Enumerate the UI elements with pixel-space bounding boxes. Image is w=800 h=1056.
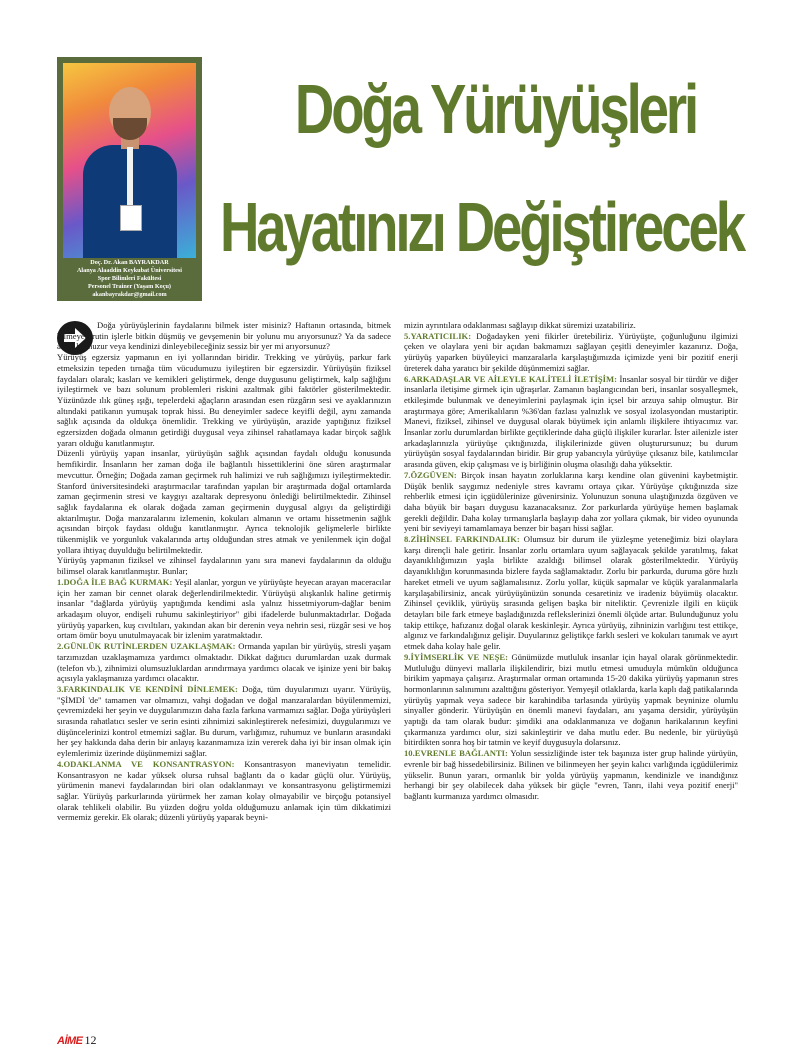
section-text: Birçok insan hayatın zorluklarına karşı kendine olan güvenini kaybetmiştir. Düşük benlik saygımız nedeniyle stres kavramı ortaya çıkar. Yürüyüşe çıktığınızda size rehberlik etmesi için içgüdülerinize güvenirsiniz. Yolunuzun sonuna ulaştığınızda özgüven ve daha büyük bir başarı duygusu kazanacaksınız. Zor parkurlarda yürüyüşe hemen başlamak gerekli değildir. Daha kolay tırmanışlarla başlayıp daha zor yollara çıkmak, bir video oyununda yeni bir seviyeyi tamamlamaya benzer bir başarı hissi sağlar. <box>404 469 738 534</box>
section-text: Günümüzde mutluluk insanlar için hayal olarak görünmektedir. Mutluluğu dünyevi mallarla ilişkilendirir, bizi mutlu etmesi umuduyla mümkün olduğunca birikim yapmaya çalışırız. Araştırmalar orman ortamında 15-20 dakika yürüyüş yapmanın stres hormonlarının salınımını azalttığını gösteriyor. Yemyeşil otlaklarda, karla kaplı dağ patikalarında yürüyüş yapmak veya sadece bir karahindiba tarlasında yürüyüş yapmak beyninize olumlu sinyaller gönderir. Yürüyüşün en önemli manevi faydaları, anı yaşama dersidir, yürüyüşün yaptığı da tam olarak budur: şimdiki ana odaklanmanıza ve doğanın harikalarının keyfini çıkarmanıza yardımcı olur, sizi sakinleştirir ve daha mutlu eder. Bu nedenle, bir yürüyüşü bitirdikten sonra hoş bir tatmin ve keyif duygusuyla dolarsınız. <box>404 651 738 748</box>
section-heading: 10.EVRENLE BAĞLANTI: <box>404 748 508 759</box>
section-text: Doğadayken yeni fikirler üretebiliriz. Yürüyüşte, çoğunluğunu ilgimizi çeken ve olaylara yeni bir açıdan bakmamızı sağlayan çeşitli deneyimler kazanırız. Doğa, yürüyüş yaparken büyüleyici manzaralarla karşılaştığımızda içimizde yeni bir pozitif enerji üreterek daha yaratıcı bir şekilde düşünmemizi sağlar. <box>404 330 738 373</box>
section-10 <box>404 748 738 802</box>
author-university: Alanya Alaaddin Keykubat Üniversitesi <box>76 267 183 274</box>
section-text: Konsantrasyon maneviyatın temelidir. Konsantrasyon ne kadar yüksek olursa ruhsal bağlantı da o kadar güçlü olur. Yürüyüş, yürümenin manevi faydalarından biri olan odaklanmayı ve konsantrasyonu geliştirmemizi sağlar. Yürüyüş parkurlarında yürürmek her zaman kolay olmayabilir ve birçoğu potansiyel olarak tehlikeli olabilir. Bu yüzden doğru yolda olduğumuzu anlamak için tüm dikkatimizi vermemiz gerekir. Ek olarak; düzenli yürüyüş yaparak beyni- <box>57 758 391 823</box>
section-text: Yolun sessizliğinde ister tek başınıza ister grup halinde yürüyün, evrenle bir bağ hissedebilirsiniz. Bilinen ve bilinmeyen her şeyin kalıcı varlığında içgüdülerimiz yükselir. Bunun yararı, ormanlık bir yolda yürüyüş yapmanın, kendinizle ve inandığınız herhangi bir şey olabilecek daha yüksek bir güçle "evren, Tanrı, ilahi veya pozitif enerji" bağlantı kurmanıza yardımcı olmasıdır. <box>404 748 738 801</box>
author-faculty: Spor Bilimleri Fakültesi <box>97 275 162 282</box>
section-3 <box>57 684 391 759</box>
section-text: Ormanda yapılan bir yürüyüş, stresli yaşam tarzımızdan uzaklaşmamıza yardımcı olmaktadır. Dikkat dağıtıcı durumlardan uzak durmak (telefon vb.), zihnimizi olumsuzluklardan arındırmaya yardımcı olacak ve işinize yeni bir bakış açısıyla yaklaşmanıza yardımcı olacaktır. <box>57 641 391 684</box>
section-heading: 7.ÖZGÜVEN: <box>404 469 457 480</box>
section-6 <box>404 374 738 470</box>
article-title <box>220 50 744 286</box>
page-footer <box>57 1031 97 1049</box>
section-text: Doğa, tüm duyularımızı uyarır. Yürüyüş, "ŞİMDİ 'de" tamamen var olmamızı, vahşi doğadan ve doğal manzaralardan büyülenmemizi, çevremizdeki her şeyin ve duygularımızın daha fazla farkına varmamızı sağlar. Doğa yürüyüşleri sırasında rahatlatıcı sesler ve serin esinti zihnimizi sakinleştirerek nefesimizi, duygularımızı ve düşüncelerinizi kontrol etmemizi sağlar. Bu durum, varlığımız, ruhumuz ve bunların arasındaki her şey hakkında daha derin bir anlayış kazanmamıza izin vererek daha iyi bir insan olmak için eylemlerimiz üzerinde düşünmemizi sağlar. <box>57 683 391 759</box>
section-heading: 1.DOĞA İLE BAĞ KURMAK: <box>57 576 173 587</box>
intro-paragraph: Doğa yürüyüşlerinin faydalarını bilmek ister misiniz? Haftanın ortasında, bitmek bilmeyen rutin işlerle bitkin düşmüş ve gevşemenin bir yolunu mu arıyorsunuz? Ya da sadece anlık bir huzur veya kendinizi dinleyebileceğiniz sessiz bir yer mi arıyorsunuz? <box>57 320 391 352</box>
body-paragraph: Yürüyüş egzersiz yapmanın en iyi yollarından biridir. Trekking ve yürüyüş, parkur fark etmeksizin tepeden tırnağa tüm vücudumuzu iyileştiren bir egzersizdir. Yürüyüşün fiziksel faydaları olarak; kasları ve kemikleri geliştirmek, denge duygusunu geliştirmek, kalp sağlığını iyileştirmek ve bazı solunum problemleri riskini azaltmak gibi faktörler gösterilmektedir. Yüzünüzde ılık güneş ışığı, tepelerdeki ağaçların arasından esen rüzgârın sesi ve ayaklarınızın altındaki patikanın yumuşak toprak hissi. Bu deneyimler sadece keyifli değil, aynı zamanda sağlık açısında da oldukça önemlidir. Trekking ve yürüyüşün, arazide yaptığınız fiziksel egzersizden doğada olmanın getirdiği duygusal veya zihinsel rahatlamaya kadar birçok sağlık yararı olduğu kanıtlanmıştır. <box>57 352 391 448</box>
section-2 <box>57 641 391 684</box>
author-name: Doç. Dr. Akan BAYRAKDAR <box>90 259 169 266</box>
section-8 <box>404 534 738 652</box>
section-4 <box>57 759 391 823</box>
page-number: 12 <box>84 1033 97 1047</box>
author-photo <box>63 63 196 258</box>
author-email: akanbayrakdar@gmail.com <box>92 291 167 298</box>
section-heading: 9.İYİMSERLİK VE NEŞE: <box>404 651 509 662</box>
section-heading: 5.YARATICILIK: <box>404 330 472 341</box>
body-paragraph: Düzenli yürüyüş yapan insanlar, yürüyüşün sağlık açısından faydalı olduğu konusunda hemfikirdir. İnsanların her zaman doğa ile bağlantılı hissettiklerini öne süren araştırmalar mevcuttur. Örneğin; Doğada zaman geçirmek ruh halimizi ve ruh sağlığımızı iyileştirmektedir. Stanford üniversitesindeki araştırmacılar tarafından yapılan bir araştırmada doğal ortamlarda zaman geçirmenin stresi ve kaygıyı azaltarak depresyonu önlediği belirtilmektedir. Zihinsel sağlık faydalarına ek olarak doğada zaman geçirmenin duygusal algıyı da geliştirdiği aktarılmıştır. Doğa manzaralarını izlemenin, kokuları almanın ve ortamı hissetmenin sağlık açısından birçok faydası olduğu kanıtlanmıştır. Ayrıca teknolojik gelişmelerle birlikte tükenmişlik ve yorgunluk vakalarında artış olduğundan stres atmak ve yenilenmek için doğal yollara ihtiyaç duyulduğu belirtilmektedir. <box>57 448 391 555</box>
section-1 <box>57 577 391 641</box>
title-line-2: Hayatınızı Değiştirecek <box>220 188 744 266</box>
section-text: Olumsuz bir durum ile yüzleşme yeteneğimiz bizi olaylara karşı dirençli hale getirir. İnsanlar zorlu ortamlara uyum sağlayacak şekilde yaratılmış, fakat dayanıklılığımızın yaşla birlikte azaldığı bilimsel olarak gösterilmektedir. Yürüyüş dayanıklılığın korunmasında bizlere fayda sağlamaktadır. Zorlu bir parkurda, duruma göre hızlı hareket etmeli ve uyum sağlamalısınız. Zorlu yollar, küçük sapmalar ve küçük yaralanmalarla karşılaşabilirsiniz, ancak yürüyüşünüzün sonunda cesaretiniz ve iradeniz büyümüş olacaktır. Zihinsel çeviklik, yürüyüş sırasında gelişen başka bir niteliktir. Çevrenizle ilgili en küçük detayları bile fark etmeye başladığınızda reflekslerinizi önemli ölçüde artar. Bulunduğunuz yolu takip ettikçe, hafızanız doğal olarak keskinleşir. Ayrıca yürüyüş, zihninizin varlığını test ettikçe, algınız ve farkındalığınız gelişir. Duyularınız geliştikçe farklı sesleri ve kokuları tanımak ve ayırt etmek daha kolay hale gelir. <box>404 534 738 652</box>
body-paragraph: mizin ayrıntılara odaklanması sağlayıp dikkat süremizi uzatabiliriz. <box>404 320 636 330</box>
section-heading: 4.ODAKLANMA VE KONSANTRASYON: <box>57 758 235 769</box>
article-column-left <box>57 320 391 823</box>
section-7 <box>404 470 738 534</box>
author-caption <box>57 259 202 299</box>
magazine-logo: AİME <box>57 1035 83 1047</box>
section-heading: 2.GÜNLÜK RUTİNLERDEN UZAKLAŞMAK: <box>57 641 236 652</box>
article-column-right <box>404 320 738 802</box>
section-text: İnsanlar sosyal bir türdür ve diğer insanlarla iletişime girmek için uğraşırlar. Zamanın başlangıcından beri, insanlar sosyalleşmek, etkileşimde bulunmak ve deneyimlerini paylaşmak için içsel bir arzuya sahip olmuştur. Bir araştırmaya göre; Amerikalıların %36'dan fazlası yalnızlık ve sosyal izolasyondan mustariptir. Manevi, fiziksel, zihinsel ve duygusal olarak büyümek için anlamlı ilişkilere ihtiyacımız var. İnsanlar zorlu durumlardan birlikte geçtiklerinde daha güçlü ilişkiler kurarlar. İster ailenizle ister arkadaşlarınızla yürüyüşe çıktığınızda, ilişkilerinizde güven oluşturursunuz; bu durum yürüyüşün sosyal faydalarından biridir. Bir grup yabancıyla yürüyüşe çıksanız bile, katılımcılar arasında güven, ekip çalışması ve iş birliğinin oluşma olasılığı daha yüksektir. <box>404 373 738 470</box>
photo-beard <box>113 118 147 140</box>
photo-badge <box>120 205 142 231</box>
body-paragraph: Yürüyüş yapmanın fiziksel ve zihinsel faydalarının yanı sıra manevi faydalarının da olduğu bilimsel olarak kanıtlanmıştır. Bunlar; <box>57 555 391 577</box>
author-role: Personel Trainer (Yaşam Koçu) <box>87 283 171 290</box>
section-heading: 8.ZİHİNSEL FARKINDALIK: <box>404 534 520 545</box>
section-9 <box>404 652 738 748</box>
section-heading: 3.FARKINDALIK VE KENDİNİ DİNLEMEK: <box>57 683 238 694</box>
section-text: Yeşil alanlar, yorgun ve yürüyüşte heyecan arayan maceracılar için her zaman bir cennet olarak değerlendirilmektedir. Yürüyüşü alışkanlık haline getirmiş insanlar "dağlarda yürüyüş yaptığımda kendimi asla yalnız hissetmiyorum-dağlar benim arkadaşım oluyor, endişeli ruhumu sakinleştiriyor" gibi ifadelerde bulunmaktadırlar. Doğada yürüyüş yaparken, kuş cıvıltıları, yakından akan bir derenin veya nehrin sesi, rüzgâr sesi ve hoş ortam ömür boyu unutulmayacak bir izlenim yaratmaktadır. <box>57 576 391 641</box>
section-5 <box>404 331 738 374</box>
title-line-1: Doğa Yürüyüşleri <box>294 70 697 148</box>
author-photo-box <box>57 57 202 301</box>
section-heading: 6.ARKADAŞLAR VE AİLEYLE KALİTELİ İLETİŞİM: <box>404 373 617 384</box>
photo-lanyard <box>127 147 133 207</box>
